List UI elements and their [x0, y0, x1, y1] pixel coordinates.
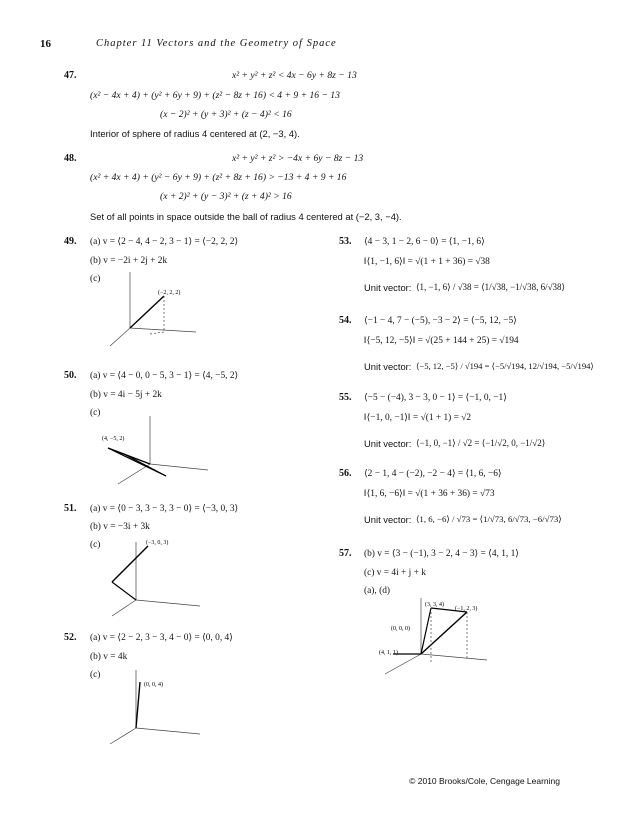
- problem-52-part-b: (b) v = 4k: [90, 652, 128, 662]
- problem-54-line1: ⟨−1 − 4, 7 − (−5), −3 − 2⟩ = ⟨−5, 12, −5⟩: [364, 316, 517, 326]
- problem-52-graph: [100, 666, 210, 746]
- problem-55-line1: ⟨−5 − (−4), 3 − 3, 0 − 1⟩ = ⟨−1, 0, −1⟩: [364, 393, 507, 403]
- problem-48-line3: (x + 2)² + (y − 3)² + (z + 4)² > 16: [160, 191, 292, 202]
- problem-54-number: 54.: [339, 315, 352, 326]
- problem-57-part-ad: (a), (d): [364, 586, 391, 596]
- problem-49-graph-label: (−2, 2, 2): [158, 290, 181, 296]
- problem-52-part-c: (c): [90, 670, 101, 680]
- problem-57-part-b: (b) v = ⟨3 − (−1), 3 − 2, 4 − 3⟩ = ⟨4, 1, 1⟩: [364, 549, 519, 559]
- problem-47-line1: x² + y² + z² < 4x − 6y + 8z − 13: [232, 70, 357, 81]
- problem-55-unit-label: Unit vector:: [364, 438, 412, 449]
- problem-53-unit-vector: ⟨1, −1, 6⟩ / √38 = ⟨1/√38, −1/√38, 6/√38⟩: [416, 282, 566, 292]
- problem-50-number: 50.: [64, 370, 77, 381]
- problem-54-unit-label: Unit vector:: [364, 361, 412, 372]
- problem-54-unit-vector: ⟨−5, 12, −5⟩ / √194 = ⟨−5/√194, 12/√194, −5/√194⟩: [416, 361, 594, 371]
- problem-56-line1: ⟨2 − 1, 4 − (−2), −2 − 4⟩ = ⟨1, 6, −6⟩: [364, 469, 502, 479]
- problem-53-line2: ‖⟨1, −1, 6⟩‖ = √(1 + 1 + 36) = √38: [364, 257, 490, 267]
- problem-51-number: 51.: [64, 503, 77, 514]
- problem-51-graph: [100, 538, 210, 618]
- problem-48-line1: x² + y² + z² > −4x + 6y − 8z − 13: [232, 153, 364, 164]
- problem-49-part-c: (c): [90, 274, 101, 284]
- problem-51-part-c: (c): [90, 540, 101, 550]
- problem-55-unit-vector: ⟨−1, 0, −1⟩ / √2 = ⟨−1/√2, 0, −1/√2⟩: [416, 438, 546, 448]
- problem-50-graph-label: (4, −5, 2): [102, 436, 125, 442]
- problem-57-part-c: (c) v = 4i + j + k: [364, 568, 426, 578]
- problem-51-part-a: (a) v = ⟨0 − 3, 3 − 3, 3 − 0⟩ = ⟨−3, 0, 3⟩: [90, 504, 239, 514]
- problem-52-part-a: (a) v = ⟨2 − 2, 3 − 3, 4 − 0⟩ = ⟨0, 0, 4⟩: [90, 633, 233, 643]
- problem-50-graph: [100, 412, 210, 487]
- problem-54-line2: ‖⟨−5, 12, −5⟩‖ = √(25 + 144 + 25) = √194: [364, 336, 519, 346]
- problem-47-line3: (x − 2)² + (y + 3)² + (z − 4)² < 16: [160, 109, 292, 120]
- problem-55-number: 55.: [339, 392, 352, 403]
- problem-57-graph-label-4: (4, 1, 1): [379, 650, 398, 656]
- problem-51-graph-label: (−3, 0, 3): [146, 540, 169, 546]
- copyright-footer: © 2010 Brooks/Cole, Cengage Learning: [409, 776, 560, 786]
- problem-48-line2: (x² + 4x + 4) + (y² − 6y + 9) + (z² + 8z + 16) > −13 + 4 + 9 + 16: [90, 172, 347, 183]
- problem-47-description: Interior of sphere of radius 4 centered at (2, −3, 4).: [90, 128, 300, 139]
- problem-53-line1: ⟨4 − 3, 1 − 2, 6 − 0⟩ = ⟨1, −1, 6⟩: [364, 237, 485, 247]
- problem-52-graph-label: (0, 0, 4): [144, 682, 163, 688]
- problem-57-number: 57.: [339, 548, 352, 559]
- problem-55-line2: ‖⟨−1, 0, −1⟩‖ = √(1 + 1) = √2: [364, 413, 472, 423]
- problem-49-number: 49.: [64, 236, 77, 247]
- problem-47-number: 47.: [64, 70, 77, 81]
- problem-57-graph-label-1: (3, 3, 4): [425, 602, 444, 608]
- problem-50-part-c: (c): [90, 408, 101, 418]
- problem-57-graph-label-2: (−1, 2, 3): [455, 606, 478, 612]
- chapter-title: Chapter 11 Vectors and the Geometry of Space: [96, 38, 337, 49]
- problem-57-graph: [375, 596, 490, 676]
- problem-49-graph: [108, 268, 198, 348]
- problem-56-unit-label: Unit vector:: [364, 514, 412, 525]
- problem-57-graph-label-3: (0, 0, 0): [391, 626, 410, 632]
- problem-50-part-a: (a) v = ⟨4 − 0, 0 − 5, 3 − 1⟩ = ⟨4, −5, 2⟩: [90, 371, 239, 381]
- problem-53-unit-label: Unit vector:: [364, 282, 412, 293]
- problem-53-number: 53.: [339, 236, 352, 247]
- problem-56-unit-vector: ⟨1, 6, −6⟩ / √73 = ⟨1/√73, 6/√73, −6/√73⟩: [416, 514, 562, 524]
- problem-49-part-a: (a) v = ⟨2 − 4, 4 − 2, 3 − 1⟩ = ⟨−2, 2, 2⟩: [90, 237, 239, 247]
- problem-56-number: 56.: [339, 468, 352, 479]
- problem-52-number: 52.: [64, 632, 77, 643]
- problem-56-line2: ‖⟨1, 6, −6⟩‖ = √(1 + 36 + 36) = √73: [364, 489, 495, 499]
- page-number: 16: [40, 38, 51, 50]
- problem-51-part-b: (b) v = −3i + 3k: [90, 522, 150, 532]
- problem-48-description: Set of all points in space outside the ball of radius 4 centered at (−2, 3, −4).: [90, 211, 402, 222]
- problem-50-part-b: (b) v = 4i − 5j + 2k: [90, 390, 162, 400]
- problem-49-part-b: (b) v = −2i + 2j + 2k: [90, 256, 168, 266]
- problem-47-line2: (x² − 4x + 4) + (y² + 6y + 9) + (z² − 8z + 16) < 4 + 9 + 16 − 13: [90, 90, 340, 101]
- problem-48-number: 48.: [64, 153, 77, 164]
